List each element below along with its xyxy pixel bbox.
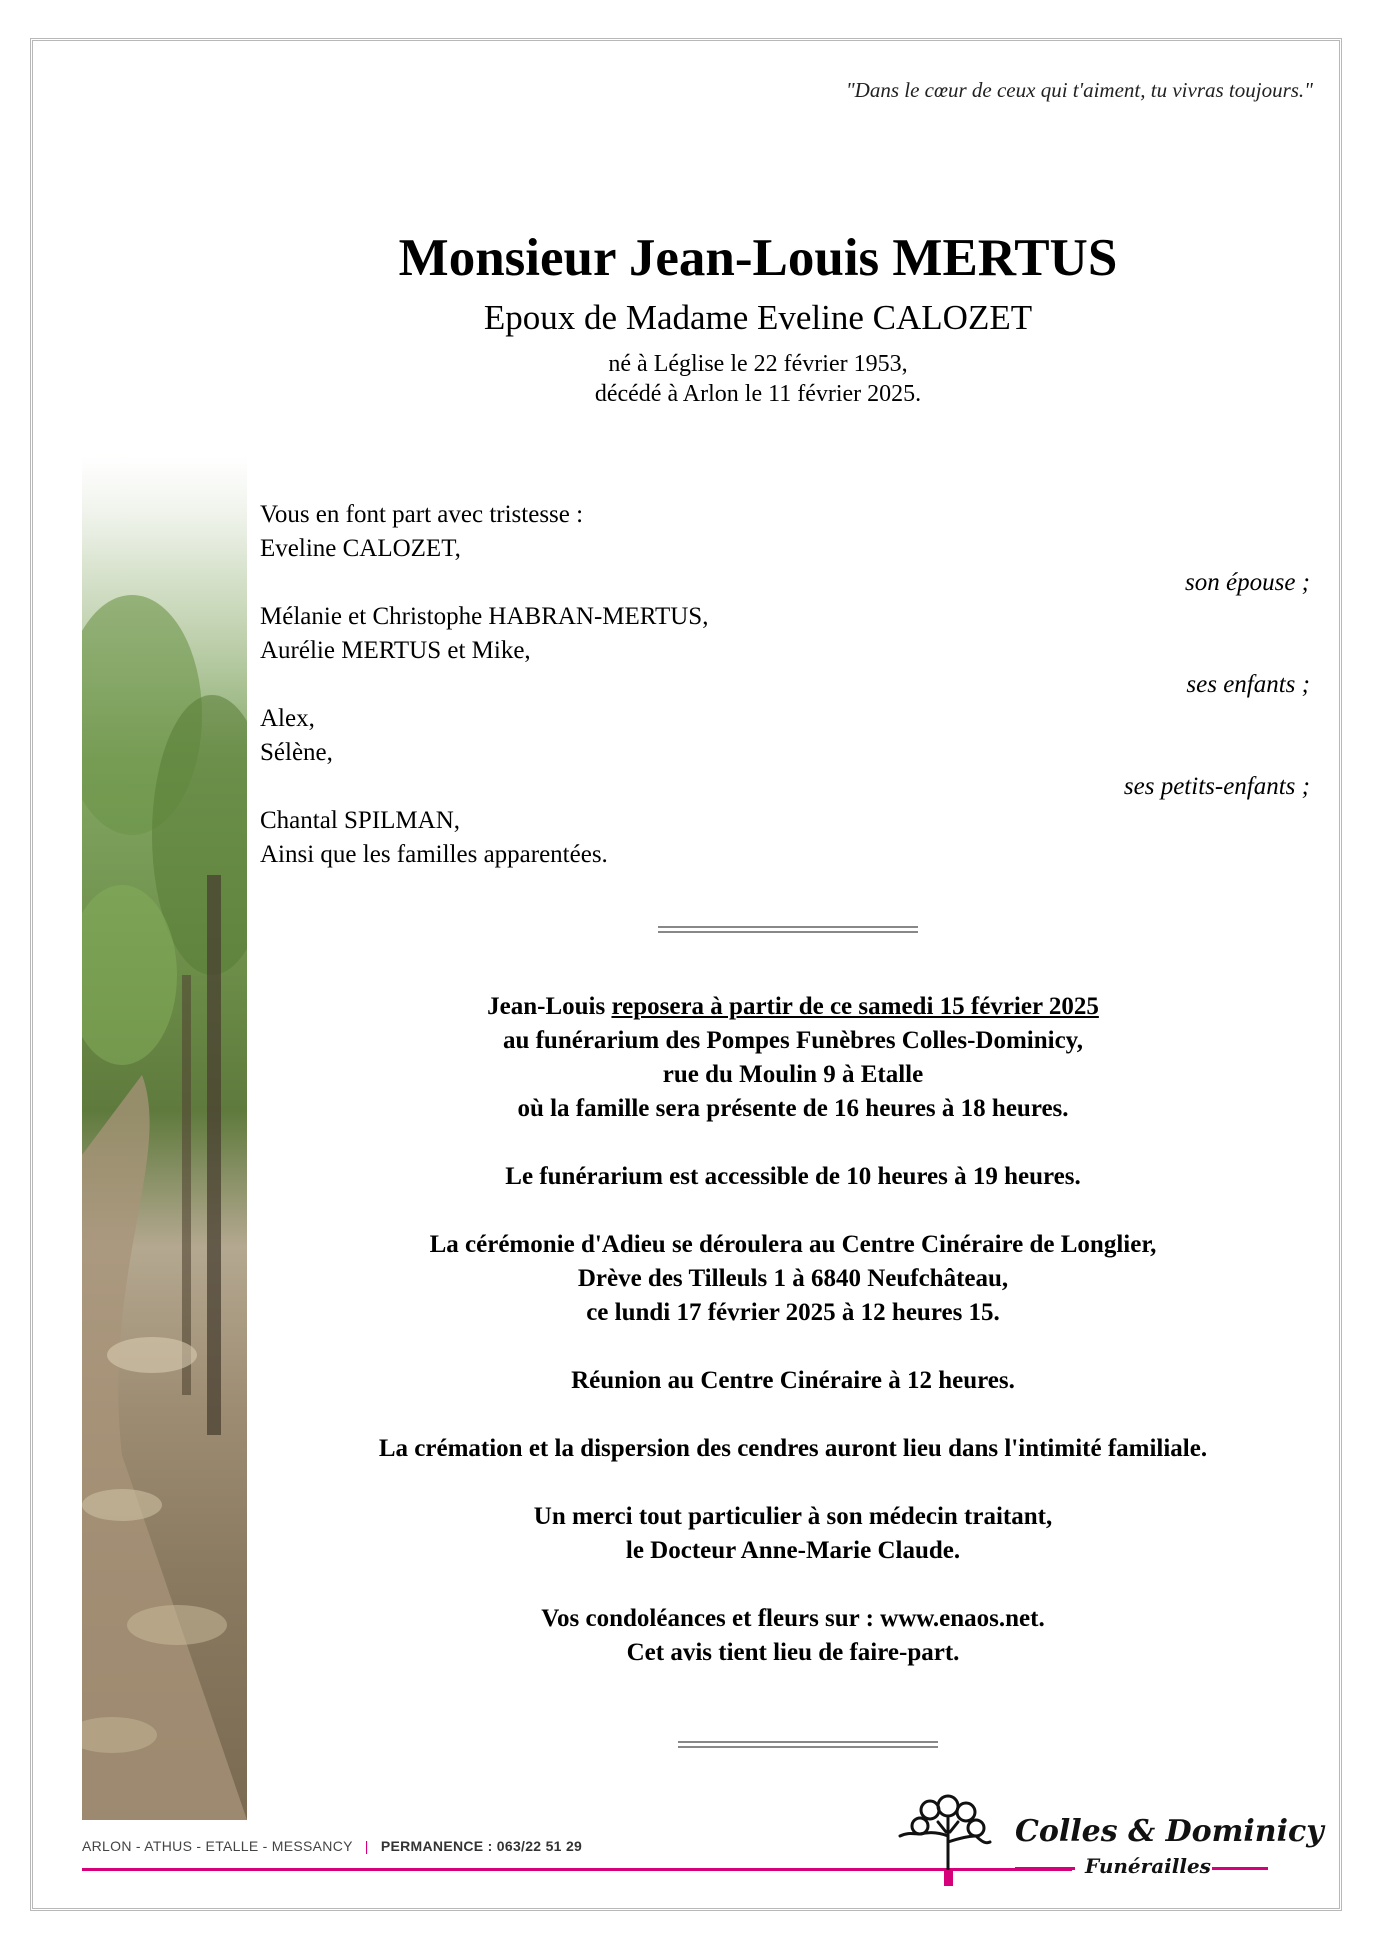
rest-date: reposera à partir de ce samedi 15 février 2025	[611, 993, 1099, 1020]
family-name: Alex,	[260, 705, 315, 732]
forest-path-photo	[82, 455, 247, 1820]
condolences-line: Cet avis tient lieu de faire-part.	[626, 1639, 960, 1666]
rest-line: au funérarium des Pompes Funèbres Colles-Dominicy,	[502, 1027, 1084, 1054]
rest-paragraph	[278, 990, 1308, 1126]
brand-subtitle: Funérailles	[1085, 1854, 1211, 1878]
family-role: ses petits-enfants ;	[1123, 773, 1310, 800]
brand-rule-left	[1015, 1867, 1075, 1870]
thanks-paragraph	[278, 1500, 1308, 1568]
thanks-line: le Docteur Anne-Marie Claude.	[625, 1537, 961, 1564]
footer-contact	[82, 1838, 582, 1854]
meeting-paragraph: Réunion au Centre Cinéraire à 12 heures.	[571, 1367, 1015, 1394]
condolences-paragraph	[278, 1602, 1308, 1670]
ceremony-line: ce lundi 17 février 2025 à 12 heures 15.	[586, 1299, 1000, 1326]
family-name: Aurélie MERTUS et Mike,	[260, 637, 531, 664]
colles-dominicy-logo	[890, 1792, 1324, 1887]
footer-locations: ARLON - ATHUS - ETALLE - MESSANCY	[82, 1838, 353, 1854]
rest-line: rue du Moulin 9 à Etalle	[662, 1061, 924, 1088]
ceremony-line: Drève des Tilleuls 1 à 6840 Neufchâteau,	[577, 1265, 1009, 1292]
access-paragraph: Le funérarium est accessible de 10 heures à 19 heures.	[505, 1163, 1081, 1190]
deceased-name: Monsieur Jean-Louis MERTUS	[398, 229, 1118, 287]
tree-logo-icon	[890, 1792, 1000, 1887]
brand-rule-right	[1212, 1867, 1268, 1870]
family-role: son épouse ;	[1185, 569, 1310, 596]
footer-permanence: PERMANENCE : 063/22 51 29	[380, 1838, 583, 1854]
rest-line: où la famille sera présente de 16 heures à 18 heures.	[517, 1095, 1069, 1122]
spouse-line: Epoux de Madame Eveline CALOZET	[483, 298, 1033, 337]
separator-rule	[658, 926, 918, 933]
birth-line: né à Léglise le 22 février 1953,	[608, 351, 908, 377]
family-role: ses enfants ;	[1186, 671, 1310, 698]
ceremony-paragraph	[278, 1228, 1308, 1330]
brand-name: Colles & Dominicy	[1015, 1814, 1324, 1849]
life-dates	[248, 349, 1268, 409]
family-name: Sélène,	[260, 739, 333, 766]
condolences-line: Vos condoléances et fleurs sur : www.enaos.net.	[541, 1605, 1045, 1632]
funeral-announcement	[278, 990, 1308, 1704]
footer-separator: |	[364, 1838, 369, 1854]
family-name: Eveline CALOZET,	[260, 535, 461, 562]
epigraph: "Dans le cœur de ceux qui t'aiment, tu vivras toujours."	[845, 78, 1313, 102]
ceremony-line: La cérémonie d'Adieu se déroulera au Centre Cinéraire de Longlier,	[429, 1231, 1157, 1258]
thanks-line: Un merci tout particulier à son médecin traitant,	[533, 1503, 1053, 1530]
separator-rule-bottom	[678, 1741, 938, 1748]
family-closing: Ainsi que les familles apparentées.	[260, 841, 608, 868]
family-intro: Vous en font part avec tristesse :	[260, 501, 584, 528]
family-name: Chantal SPILMAN,	[260, 807, 460, 834]
family-name: Mélanie et Christophe HABRAN-MERTUS,	[260, 603, 709, 630]
family-list	[260, 498, 1310, 872]
death-line: décédé à Arlon le 11 février 2025.	[594, 381, 922, 407]
rest-name: Jean-Louis	[487, 993, 606, 1020]
cremation-paragraph: La crémation et la dispersion des cendres auront lieu dans l'intimité familiale.	[378, 1435, 1208, 1462]
